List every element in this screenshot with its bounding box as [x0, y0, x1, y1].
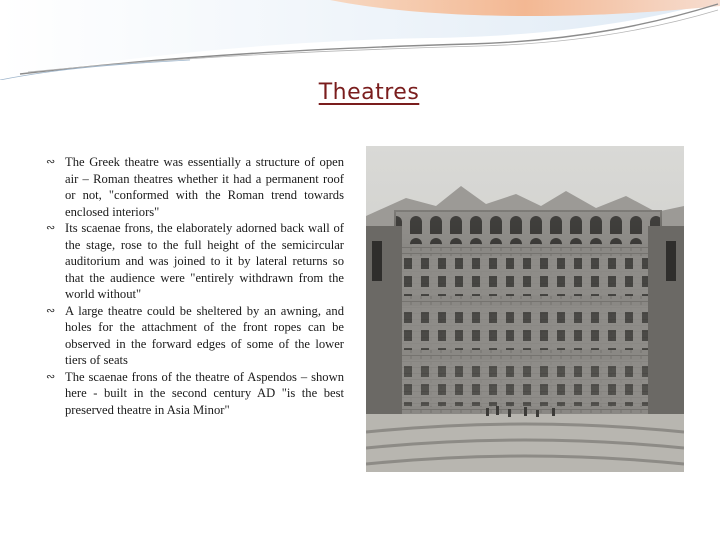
scroll-bullet-icon: ∾ — [46, 303, 56, 317]
scroll-bullet-icon: ∾ — [46, 221, 56, 234]
scroll-bullet-icon: ∾ — [46, 369, 56, 383]
bullet-item — [46, 154, 344, 220]
bullet-list — [46, 154, 344, 418]
aspendos-theatre-photo — [366, 146, 684, 472]
bullet-text: A large theatre could be sheltered by an awning, and holes for the attachment of the front ropes can be observed in the forward edges of some of the lower tiers of seats — [65, 303, 344, 367]
bullet-item — [46, 303, 344, 369]
slide-title: Theatres — [318, 80, 420, 105]
bullet-item — [46, 220, 344, 303]
bullet-text: Its scaenae frons, the elaborately adorned back wall of the stage, rose to the full height of the semicircular auditorium and was joined to it by lateral returns so that the audience were "entirely withdrawn from the world without" — [65, 221, 344, 301]
bullet-text: The Greek theatre was essentially a structure of open air – Roman theatres whether it had a permanent roof or not, "conformed with the Roman trend towards enclosed interiors" — [65, 155, 344, 219]
theatre-illustration — [366, 146, 684, 472]
bullet-text: The scaenae frons of the theatre of Aspendos – shown here - built in the second century AD "is the best preserved theatre in Asia Minor" — [65, 369, 344, 417]
bullet-item — [46, 369, 344, 419]
scroll-bullet-icon: ∾ — [46, 155, 56, 168]
header-swoosh-decoration — [0, 0, 720, 80]
